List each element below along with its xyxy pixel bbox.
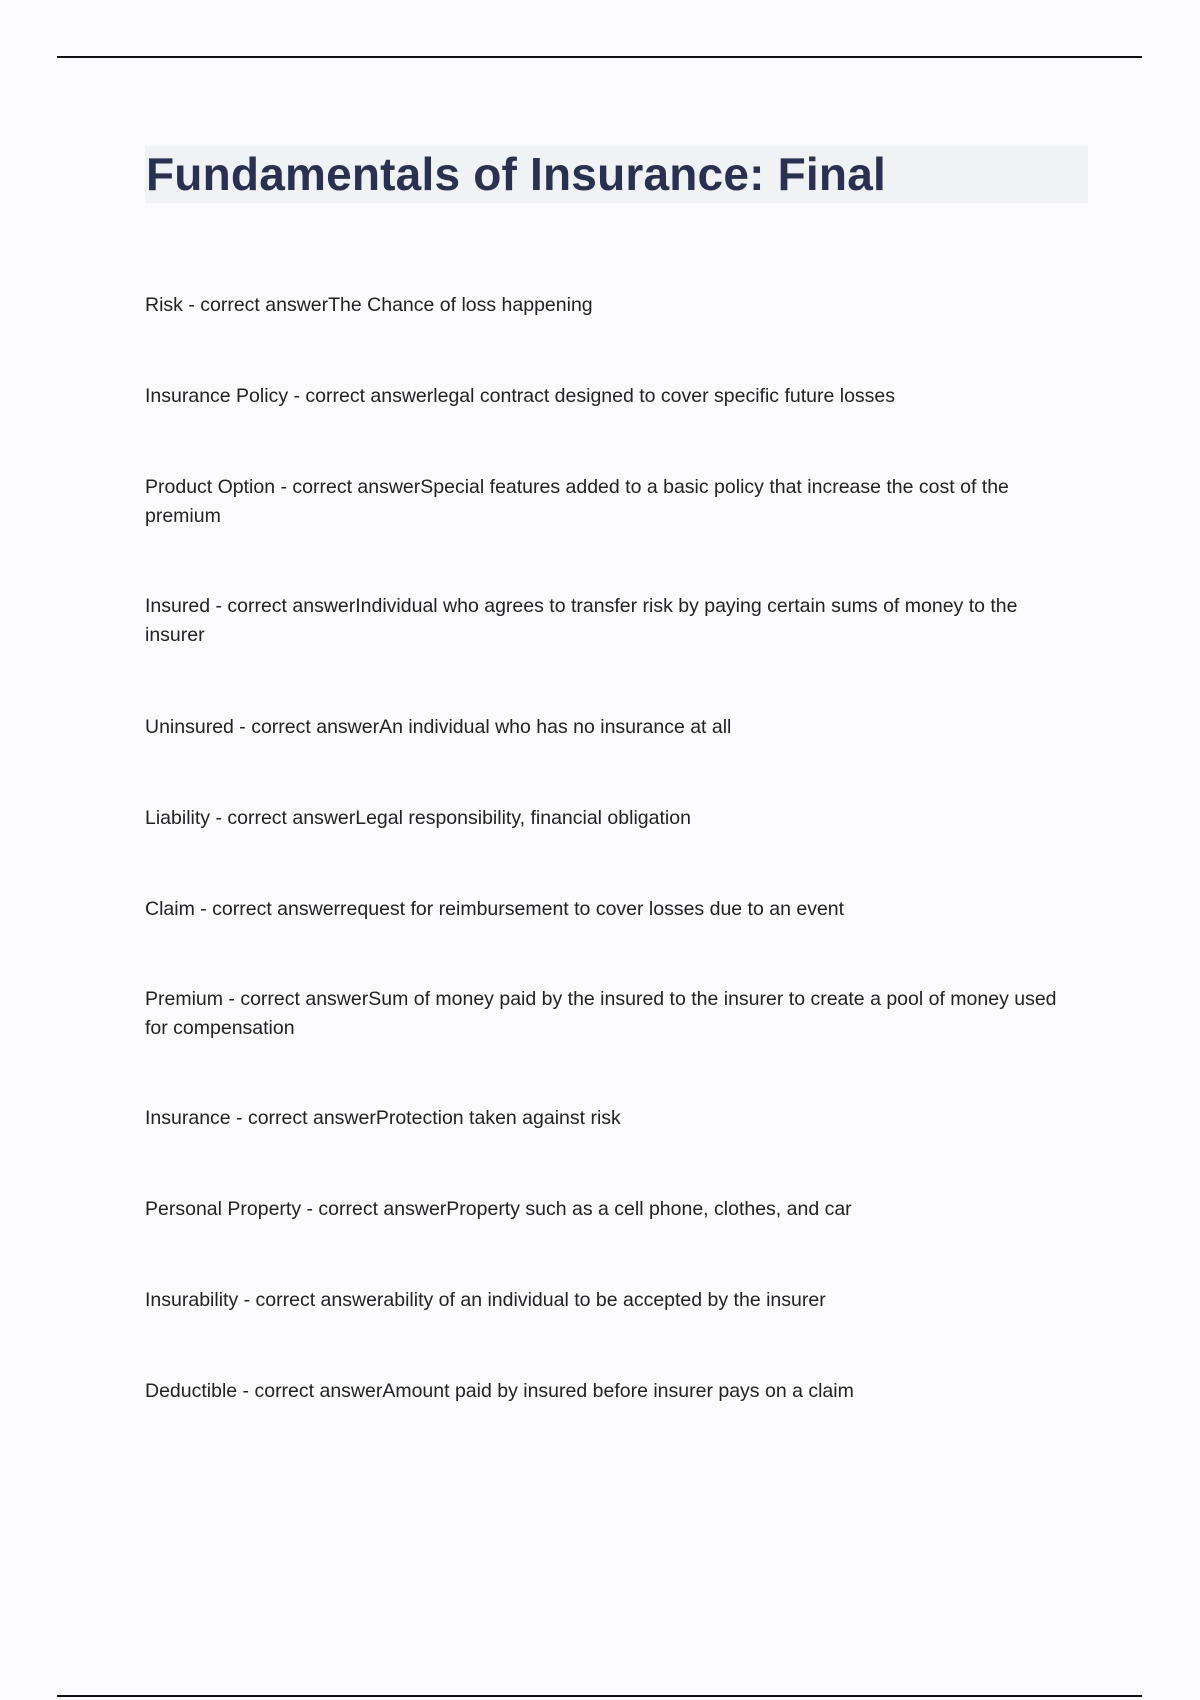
top-rule [57,56,1142,58]
qa-item-insurance: Insurance - correct answerProtection taken against risk [145,1107,621,1129]
bottom-rule [57,1695,1142,1697]
qa-item-risk: Risk - correct answerThe Chance of loss happening [145,294,593,316]
qa-item-premium: Premium - correct answerSum of money paid by the insured to the insurer to create a pool of money used for compensation [145,988,1057,1039]
qa-item-insurability: Insurability - correct answerability of an individual to be accepted by the insurer [145,1289,826,1311]
qa-item-personal-property: Personal Property - correct answerProperty such as a cell phone, clothes, and car [145,1198,852,1220]
qa-item-liability: Liability - correct answerLegal responsibility, financial obligation [145,807,691,829]
qa-item-insured: Insured - correct answerIndividual who agrees to transfer risk by paying certain sums of money to the insurer [145,595,1018,646]
document-title: Fundamentals of Insurance: Final [146,148,886,200]
qa-item-claim: Claim - correct answerrequest for reimbursement to cover losses due to an event [145,898,845,920]
qa-item-product-option: Product Option - correct answerSpecial features added to a basic policy that increase the cost of the premium [145,476,1009,527]
qa-item-deductible: Deductible - correct answerAmount paid by insured before insurer pays on a claim [145,1380,854,1402]
qa-item-uninsured: Uninsured - correct answerAn individual who has no insurance at all [145,716,732,738]
qa-item-insurance-policy: Insurance Policy - correct answerlegal contract designed to cover specific future losses [145,385,896,407]
